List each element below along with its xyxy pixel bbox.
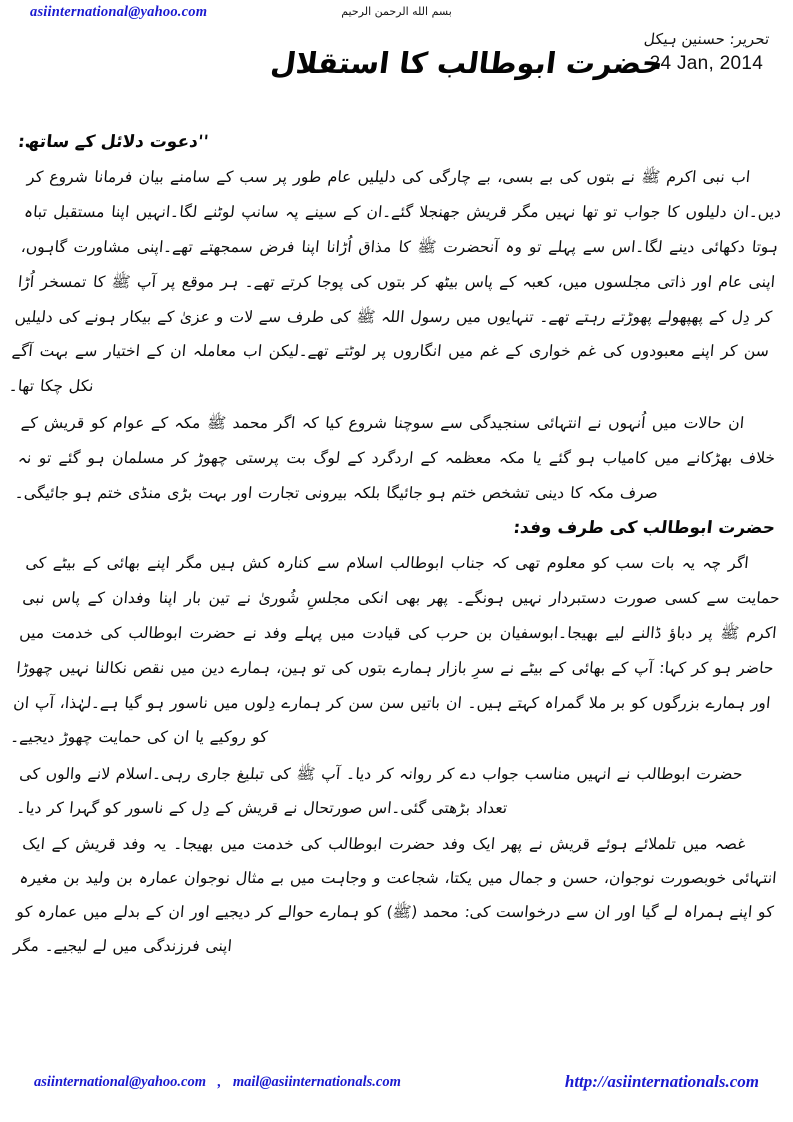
section-heading-wafd: حضرت ابوطالب کی طرف وفد: (512, 518, 777, 539)
paragraph-5: غصہ میں تلملائے ہوئے قریش نے پھر ایک وفد حضرت ابوطالب کی خدمت میں بھیجا۔ یہ وفد قریش کے ایک انتہائی خوبصورت نوجوان، حسن و جمال میں یکتا، شجاعت و وجاہت میں بے مثال نوجوان عمارہ بن ولید بن مغیرہ کو اپنے ہمراہ لے گیا اور ان سے درخواست کی: محمد (ﷺ) کو ہمارے حوالے کر دیجیے اور ان کے بدلے میں عمارہ کو اپنی فرزندگی میں لے لیجیے۔ مگر (12, 835, 778, 956)
page-header (0, 0, 793, 120)
paragraph-4: حضرت ابوطالب نے انہیں مناسب جواب دے کر روانہ کر دیا۔ آپ ﷺ کی تبلیغ جاری رہی۔اسلام لانے والوں کی تعداد بڑھتی گئی۔اس صورتحال نے قریش کے دِل کے ناسور کو گہرا کر دیا۔ (15, 765, 744, 818)
page-title: حضرت ابوطالب کا استقلال (269, 46, 666, 80)
section-heading-dawat: ''دعوت دلائل کے ساتھ: (17, 132, 210, 152)
footer-email-secondary[interactable]: mail@asiinternationals.com (232, 1074, 401, 1090)
bismillah-text: بسم الله الرحمن الرحيم (341, 5, 452, 18)
page-footer (0, 1074, 793, 1100)
paragraph-1: اب نبی اکرم ﷺ نے بتوں کی بے بسی، بے چارگی کی دلیلیں عام طور پر سب کے سامنے بیان فرمانا شروع کر دیں۔ان دلیلوں کا جواب تو تھا نہیں مگر قریش جھنجلا گئے۔ان کے سینے پہ سانپ لوٹنے لگا۔انہیں اپنا مستقبل تباہ ہوتا دکھائی دینے لگا۔اس سے پہلے تو وہ آنحضرت ﷺ کا مذاق اُڑانا اپنا فرض سمجھتے تھے۔اپنی مشاورت گاہوں، اپنی عام اور ذاتی مجلسوں میں، کعبہ کے پاس بیٹھ کر بتوں کی پوجا کرتے تھے۔ ہر موقع پر آپ ﷺ کا تمسخر اُڑا کر دِل کے پھپھولے پھوڑتے رہتے تھے۔ تنہایوں میں رسول اللہ ﷺ کی طرف سے لات و عزیٰ کے بیکار ہونے کی دلیلیں سن کر اپنے معبودوں کی غم خواری کے غم میں انگاروں پر لوٹتے تھے۔لیکن اب معاملہ ان کے اختیار سے بہت آگے نکل چکا تھا۔ (8, 167, 782, 395)
paragraph-3: اگر چہ یہ بات سب کو معلوم تھی کہ جناب ابوطالب اسلام سے کنارہ کش ہیں مگر اپنے بھائی کے بیٹے کی حمایت سے کسی صورت دستبردار نہیں ہونگے۔ پھر بھی انکی مجلسِ شُوریٰ نے تین بار اپنا وفدان کے پاس نبی اکرم ﷺ پر دباؤ ڈالنے لیے بھیجا۔ابوسفیان بن حرب کی قیادت میں پہلے وفد نے حضرت ابوطالب کی خدمت میں حاضر ہو کر کہا: آپ کے بھائی کے بیٹے نے سرِ بازار ہمارے بتوں کی تو ہین، ہمارے دین میں نقص نکالنا نہیں چھوڑا اور ہمارے بزرگوں کو بر ملا گمراہ کہتے ہیں۔ ان باتیں سن سن کر ہمارے دِلوں میں ناسور ہو گیا ہے۔لہٰذا، آپ ان کو روکیے یا ان کی حمایت چھوڑ دیجیے۔ (9, 553, 781, 747)
footer-website-link[interactable]: http://asiinternationals.com (564, 1072, 759, 1091)
footer-email-group (34, 1074, 401, 1091)
footer-email-primary[interactable]: asiinternational@yahoo.com (34, 1074, 206, 1090)
article-body (8, 124, 782, 1052)
header-email-link[interactable]: asiinternational@yahoo.com (30, 4, 208, 20)
footer-email-separator: , (217, 1074, 222, 1090)
paragraph-2: ان حالات میں اُنہوں نے انتہائی سنجیدگی سے سوچنا شروع کیا کہ اگر محمد ﷺ مکہ کے عوام کو قریش کے خلاف بھڑکانے میں کامیاب ہو گئے یا مکہ معظمہ کے اردگرد کے لوگ بت پرستی چھوڑ کر مسلمان ہو گئے تو نہ صرف مکہ کا دینی تشخص ختم ہو جائیگا بلکہ بیرونی تجارت اور بہت بڑی منڈی ختم ہو جائیگی۔ (14, 413, 776, 502)
publication-date: 24 Jan, 2014 (649, 52, 764, 74)
author-line: تحریر: حسنین ہیکل (642, 30, 770, 48)
